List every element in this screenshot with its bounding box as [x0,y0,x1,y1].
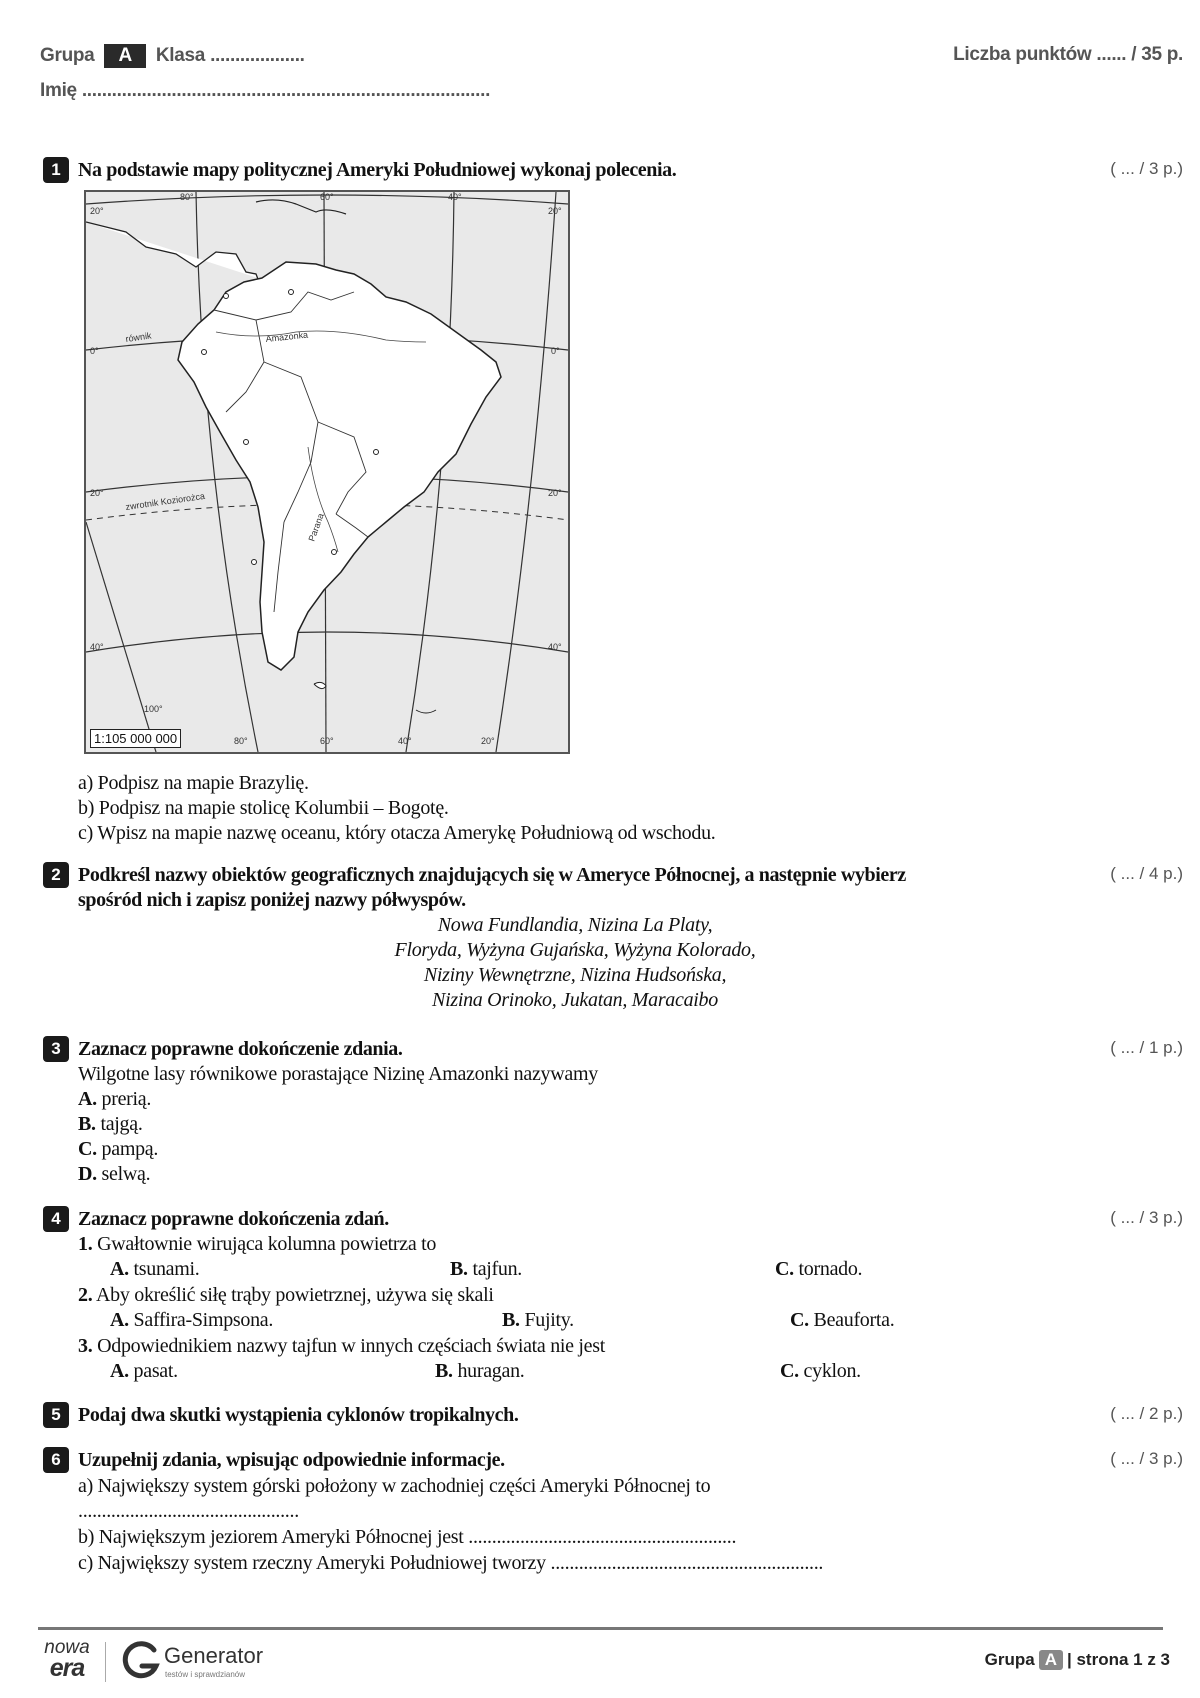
task-points: ( ... / 4 p.) [1110,864,1183,883]
tropic-label: zwrotnik Koziorożca [124,490,206,512]
answer-option[interactable]: B. tajgą. [78,1113,143,1135]
task-title: Zaznacz poprawne dokończenie zdania. [78,1038,403,1060]
answer-option[interactable]: A. Saffira-Simpsona. [110,1309,274,1331]
task-item: c) Wpisz na mapie nazwę oceanu, który otacza Amerykę Południową od wschodu. [78,822,716,844]
task-item: a) Podpisz na mapie Brazylię. [78,772,309,794]
footer-divider [105,1642,106,1682]
fill-in-sentence[interactable]: c) Największy system rzeczny Ameryki Południowej tworzy .......................................................... [78,1552,824,1574]
name-dots: .................................................................................. [81,80,491,101]
city-marker [244,440,249,445]
answer-option[interactable]: C. cyklon. [780,1360,861,1382]
city-marker [332,550,337,555]
task-points: ( ... / 1 p.) [1110,1038,1183,1057]
lon-label: 40° [448,192,462,202]
task-title: Zaznacz poprawne dokończenia zdań. [78,1208,389,1230]
south-america-shape [178,262,501,670]
task-points: ( ... / 3 p.) [1110,1208,1183,1227]
equator-label: równik [124,330,153,344]
lat-label: 20° [548,206,562,216]
lat-label: 0° [90,346,99,356]
task-title: Uzupełnij zdania, wpisując odpowiednie informacje. [78,1449,505,1471]
central-america-shape [86,222,276,287]
lat-label: 0° [551,346,560,356]
generator-name: Generator [164,1643,264,1668]
answer-option[interactable]: A. prerią. [78,1088,152,1110]
task-title: Podaj dwa skutki wystąpienia cyklonów tropikalnych. [78,1404,519,1426]
class-label: Klasa [155,45,206,66]
meridian-line [86,522,156,752]
page-indicator [985,1650,1170,1670]
lon-label: 20° [481,736,495,746]
page-number: | strona 1 z 3 [1066,1650,1170,1669]
generator-subtitle: testów i sprawdzianów [165,1670,246,1679]
task-title: Podkreśl nazwy obiektów geograficznych znajdujących się w Ameryce Północnej, a następnie wybierz [78,864,906,886]
task-title: Na podstawie mapy politycznej Ameryki Południowej wykonaj polecenia. [78,159,677,181]
task-item: b) Podpisz na mapie stolicę Kolumbii – Bogotę. [78,797,449,819]
lat-label: 40° [90,642,104,652]
fill-in-blank[interactable]: ............................................... [78,1500,299,1522]
task-number: 6 [43,1447,69,1473]
answer-option[interactable]: A. tsunami. [110,1258,200,1280]
sub-question: 2. Aby określić siłę trąby powietrznej, używa się skali [78,1284,494,1306]
city-marker [252,560,257,565]
footer-group-label: Grupa [984,1650,1035,1669]
generator-logo [120,1640,162,1687]
header-name [40,80,490,102]
city-marker [289,290,294,295]
lon-label: 60° [320,192,334,202]
class-dots: ................... [210,45,305,66]
fill-in-sentence[interactable]: b) Największym jeziorem Ameryki Północnej jest ......................................................... [78,1526,737,1548]
footer-group-badge: A [1039,1650,1063,1670]
sub-question: 3. Odpowiednikiem nazwy tajfun w innych częściach świata nie jest [78,1335,606,1357]
points-total: Liczba punktów ...... / 35 p. [953,44,1183,65]
parana-label: Parana [306,511,326,543]
task-number: 1 [43,157,69,183]
city-marker [224,294,229,299]
amazon-label: Amazonka [265,329,309,344]
lat-label: 40° [548,642,562,652]
answer-option[interactable]: B. tajfun. [450,1258,523,1280]
answer-option[interactable]: C. Beauforta. [790,1309,895,1331]
map-drawing [86,192,568,752]
lon-label: 100° [144,704,163,714]
meridian-line [496,192,556,752]
sub-question: 1. Gwałtownie wirująca kolumna powietrza to [78,1233,437,1255]
task-number: 4 [43,1206,69,1232]
answer-option[interactable]: B. huragan. [435,1360,525,1382]
task-points: ( ... / 3 p.) [1110,1449,1183,1468]
answer-option[interactable]: C. tornado. [775,1258,863,1280]
task-stem: Wilgotne lasy równikowe porastające Nizinę Amazonki nazywamy [78,1063,598,1085]
fill-in-sentence: a) Największy system górski położony w zachodniej części Ameryki Północnej to [78,1475,711,1497]
footer-rule [38,1627,1163,1630]
answer-option[interactable]: B. Fujity. [502,1309,574,1331]
answer-option[interactable]: C. pampą. [78,1138,159,1160]
task-number: 5 [43,1402,69,1428]
task-points: ( ... / 3 p.) [1110,159,1183,178]
group-label: Grupa [40,45,95,66]
task-points: ( ... / 2 p.) [1110,1404,1183,1423]
map-scale: 1:105 000 000 [90,729,181,748]
name-label: Imię [40,80,77,101]
lon-label: 40° [398,736,412,746]
lat-label: 20° [90,488,104,498]
caribbean-islands [256,200,346,214]
answer-option[interactable]: A. pasat. [110,1360,178,1382]
answer-option[interactable]: D. selwą. [78,1163,151,1185]
city-marker [202,350,207,355]
lon-label: 80° [180,192,194,202]
south-america-map [84,190,570,754]
object-list-line: Nizina Orinoko, Jukatan, Maracaibo [432,989,718,1011]
object-list-line: Nowa Fundlandia, Nizina La Platy, [437,914,713,936]
lat-line [86,632,568,652]
generator-g-icon [120,1640,162,1682]
task-number: 3 [43,1036,69,1062]
lon-label: 80° [234,736,248,746]
lat-label: 20° [90,206,104,216]
task-title-cont: spośród nich i zapisz poniżej nazwy półwyspów. [78,889,466,911]
task-number: 2 [43,862,69,888]
object-list-line: Niziny Wewnętrzne, Nizina Hudsońska, [423,964,727,986]
lon-label: 60° [320,736,334,746]
group-badge: A [104,44,145,68]
city-marker [374,450,379,455]
south-georgia [416,710,436,713]
lat-label: 20° [548,488,562,498]
nowa-era-logo: nowa era [44,1637,90,1682]
header-group-class [40,44,305,68]
object-list-line: Floryda, Wyżyna Gujańska, Wyżyna Kolorado, [394,939,756,961]
falkland-islands [314,682,326,688]
